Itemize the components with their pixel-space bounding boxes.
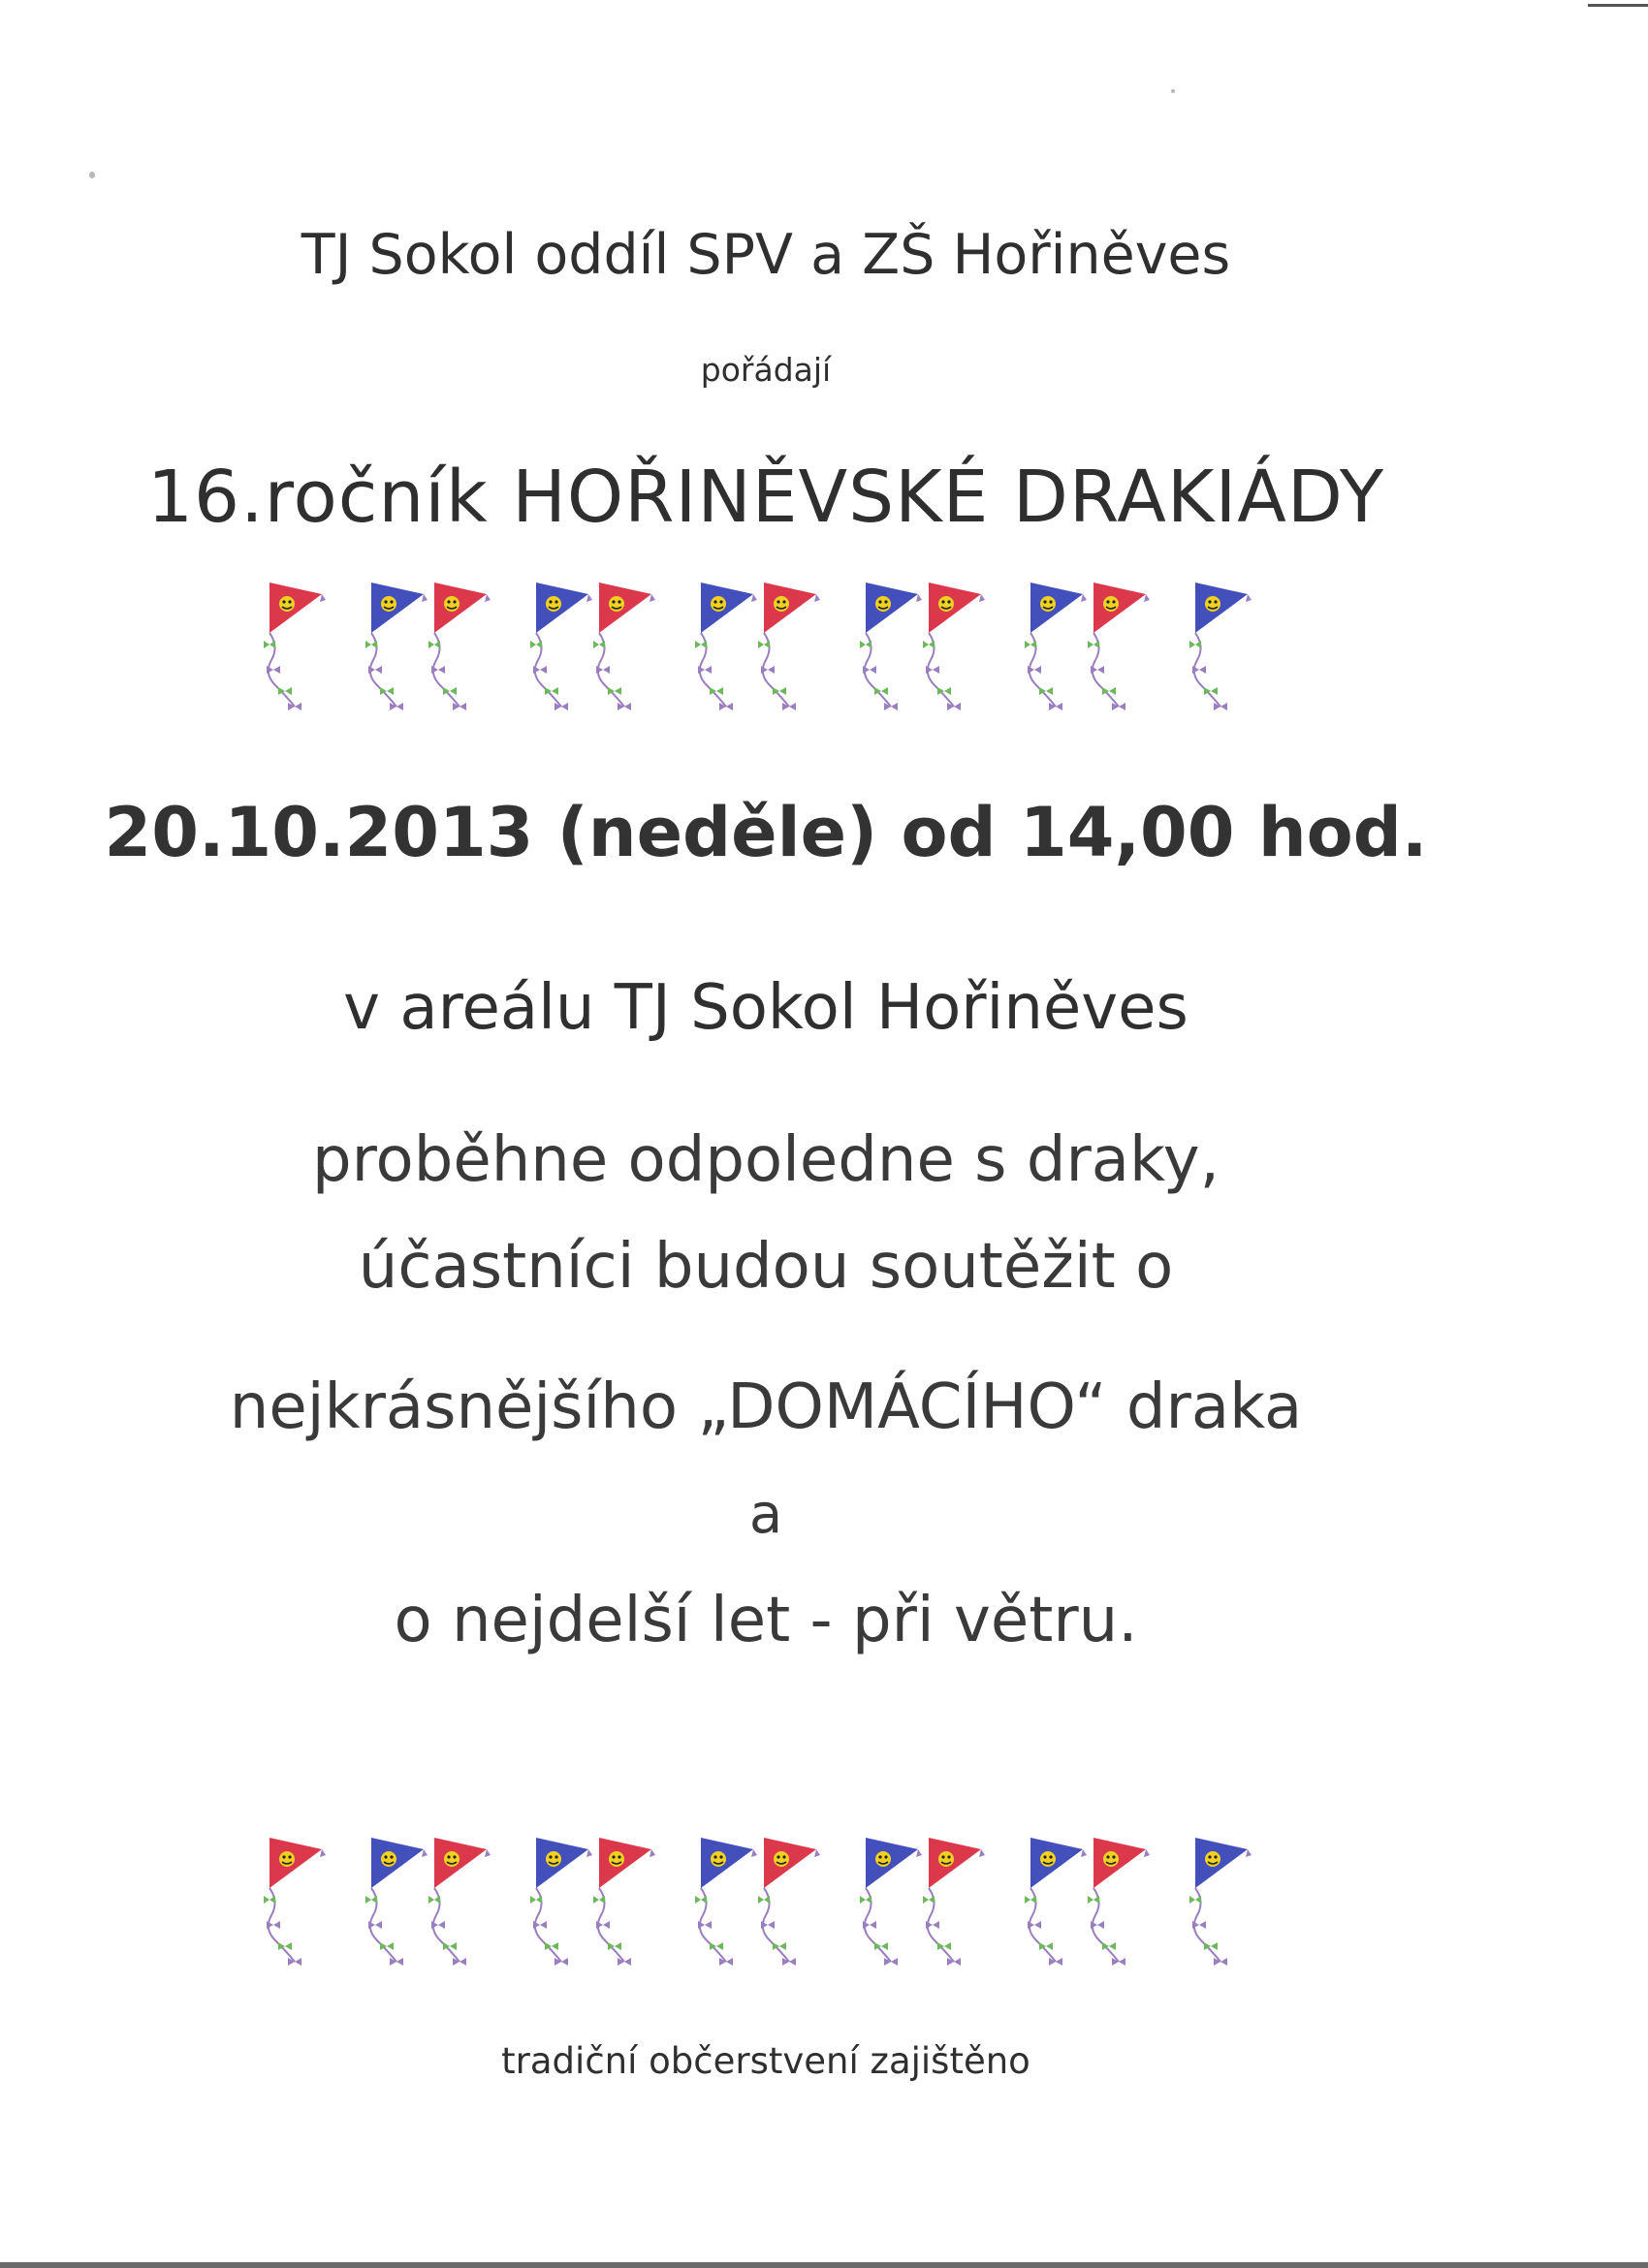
kite-decoration-row-bottom	[262, 1832, 1280, 1968]
kite-icon	[756, 1832, 834, 1968]
organizers-heading: TJ Sokol oddíl SPV a ZŠ Hořiněves	[301, 223, 1231, 287]
kite-icon	[756, 577, 834, 712]
kite-icon	[1086, 577, 1163, 712]
kite-icon	[1188, 1832, 1265, 1968]
description-line-2: účastníci budou soutěžit o	[358, 1231, 1174, 1303]
organizers-verb: pořádají	[700, 351, 832, 389]
kite-icon	[1188, 577, 1265, 712]
description-line-1: proběhne odpoledne s draky,	[312, 1124, 1220, 1196]
kite-icon	[262, 1832, 339, 1968]
kite-icon	[921, 577, 998, 712]
scan-edge-top	[1588, 4, 1648, 7]
kite-icon	[427, 577, 504, 712]
kite-icon	[1086, 1832, 1163, 1968]
kite-icon	[591, 1832, 669, 1968]
scan-speck	[1171, 89, 1175, 93]
kite-decoration-row-top	[262, 577, 1280, 712]
refreshments-note: tradiční občerstvení zajištěno	[501, 2040, 1030, 2082]
kite-icon	[921, 1832, 998, 1968]
scan-speck	[89, 172, 95, 178]
description-line-5: o nejdelší let - při větru.	[394, 1585, 1138, 1656]
kite-icon	[262, 577, 339, 712]
scan-edge-bottom	[0, 2262, 1648, 2268]
description-line-3: nejkrásnějšího „DOMÁCÍHO“ draka	[229, 1371, 1303, 1443]
event-venue: v areálu TJ Sokol Hořiněves	[343, 972, 1188, 1044]
event-title: 16.ročník HOŘINĚVSKÉ DRAKIÁDY	[146, 456, 1385, 539]
event-date-time: 20.10.2013 (neděle) od 14,00 hod.	[104, 793, 1428, 872]
kite-icon	[591, 577, 669, 712]
description-line-4: a	[748, 1483, 783, 1546]
kite-icon	[427, 1832, 504, 1968]
